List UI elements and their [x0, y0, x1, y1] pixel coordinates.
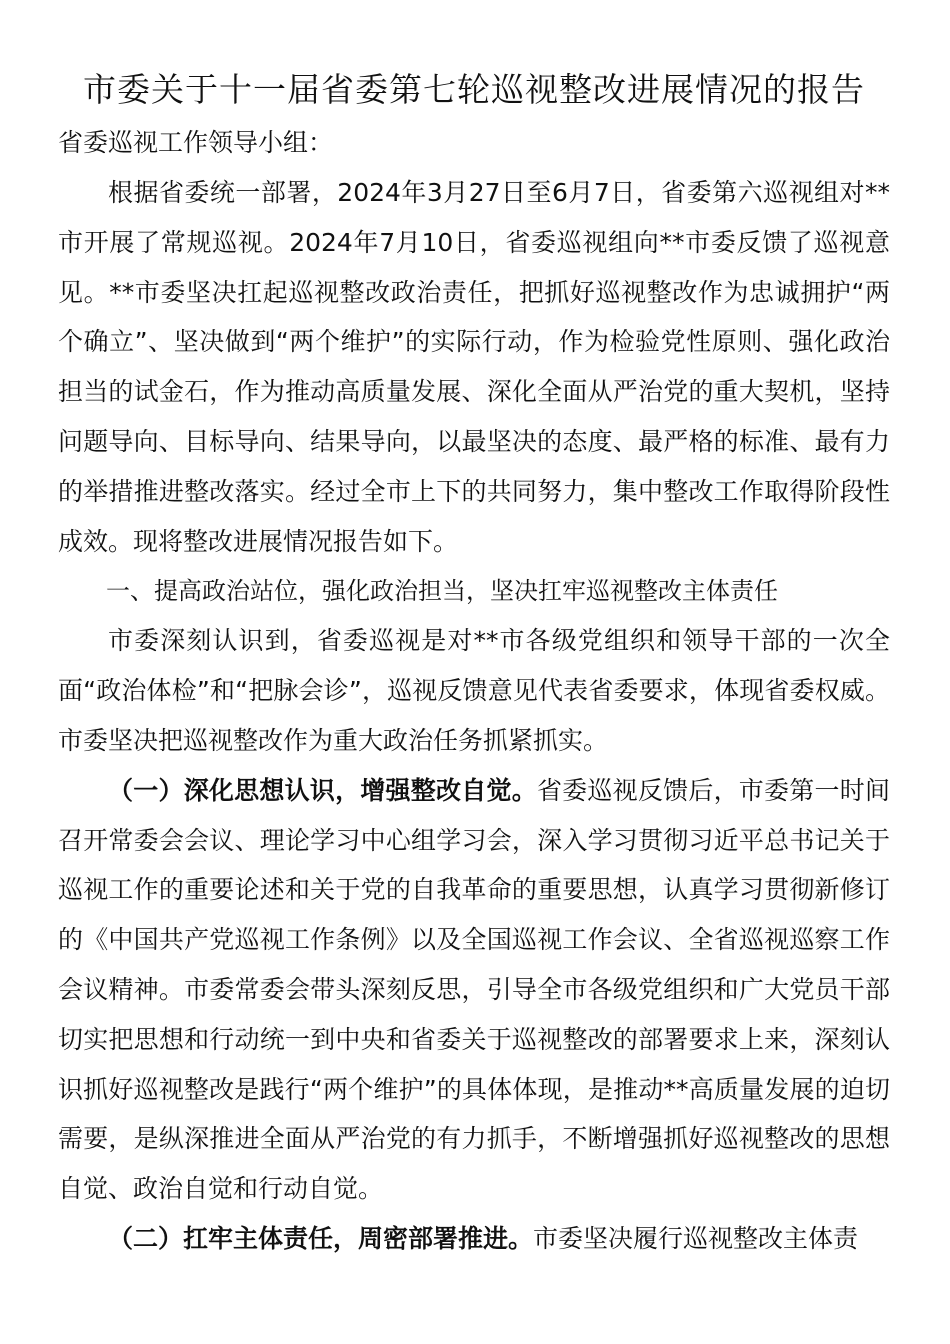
document-page: [58, 62, 890, 1264]
intro-paragraph: 根据省委统一部署，2024年3月27日至6月7日，省委第六巡视组对**市开展了常规巡视。2024年7月10日，省委巡视组向**市委反馈了巡视意见。**市委坚决扛起巡视整改政治责任，把抓好巡视整改作为忠诚拥护“两个确立”、坚决做到“两个维护”的实际行动，作为检验党性原则、强化政治担当的试金石，作为推动高质量发展、深化全面从严治党的重大契机，坚持问题导向、目标导向、结果导向，以最坚决的态度、最严格的标准、最有力的举措推进整改落实。经过全市上下的共同努力，集中整改工作取得阶段性成效。现将整改进展情况报告如下。: [58, 178, 890, 556]
item1-body: 省委巡视反馈后，市委第一时间召开常委会会议、理论学习中心组学习会，深入学习贯彻习近平总书记关于巡视工作的重要论述和关于党的自我革命的重要思想，认真学习贯彻新修订的《中国共产党巡视工作条例》以及全国巡视工作会议、全省巡视巡察工作会议精神。市委常委会带头深刻反思，引导全市各级党组织和广大党员干部切实把思想和行动统一到中央和省委关于巡视整改的部署要求上来，深刻认识抓好巡视整改是践行“两个维护”的具体体现，是推动**高质量发展的迫切需要，是纵深推进全面从严治党的有力抓手，不断增强抓好巡视整改的思想自觉、政治自觉和行动自觉。: [58, 775, 890, 1204]
section1-item2-paragraph: [58, 1214, 890, 1264]
item2-lead: （二）扛牢主体责任，周密部署推进。: [108, 1223, 534, 1253]
item1-lead: （一）深化思想认识，增强整改自觉。: [108, 775, 537, 805]
section1-intro-paragraph: 市委深刻认识到，省委巡视是对**市各级党组织和领导干部的一次全面“政治体检”和“把脉会诊”，巡视反馈意见代表省委要求，体现省委权威。市委坚决把巡视整改作为重大政治任务抓紧抓实。: [58, 626, 890, 755]
item2-body: 市委坚决履行巡视整改主体责: [533, 1223, 859, 1253]
section1-item1-paragraph: [58, 766, 890, 1214]
document-title: 市委关于十一届省委第七轮巡视整改进展情况的报告: [83, 70, 865, 109]
salutation: 省委巡视工作领导小组：: [58, 128, 334, 157]
section-heading-1: 一、提高政治站位，强化政治担当，坚决扛牢巡视整改主体责任: [106, 577, 778, 606]
